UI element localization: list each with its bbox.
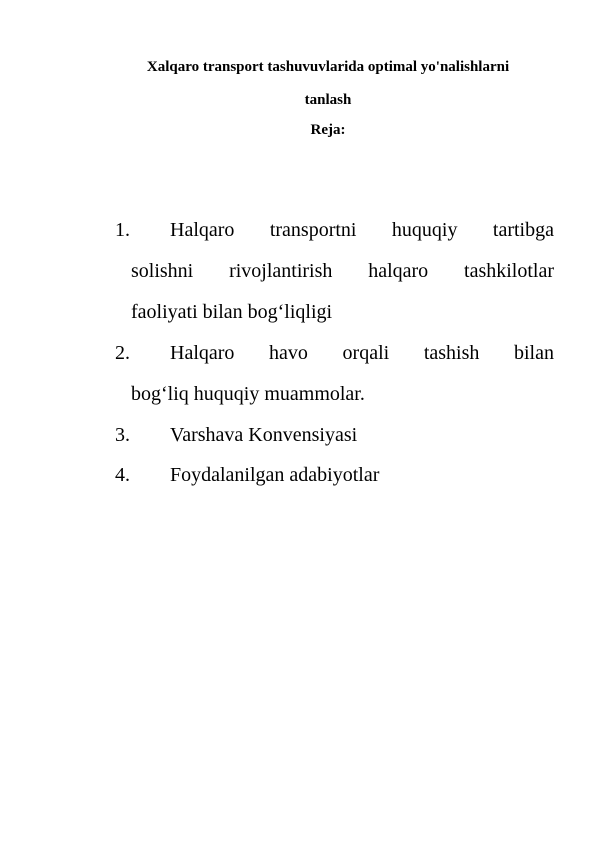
plan-item-number: 4. bbox=[115, 464, 130, 486]
plan-item-text-line: bog‘liq huquqiy muammolar. bbox=[131, 383, 365, 405]
document-title-line-2: tanlash bbox=[304, 92, 352, 108]
plan-item-text-line: faoliyati bilan bog‘liqligi bbox=[131, 301, 333, 323]
plan-item-text-line: Foydalanilgan adabiyotlar bbox=[170, 464, 380, 486]
plan-item-text-line: Halqaro havo orqali tashish bilan bbox=[170, 342, 554, 364]
plan-item-number: 3. bbox=[115, 424, 130, 446]
plan-heading: Reja: bbox=[310, 122, 346, 138]
plan-item-number: 1. bbox=[115, 219, 130, 241]
plan-item-text-line: solishni rivojlantirish halqaro tashkilotlar bbox=[131, 260, 554, 282]
plan-item-text-line: Varshava Konvensiyasi bbox=[170, 424, 358, 446]
plan-item-number: 2. bbox=[115, 342, 130, 364]
plan-item-text-line: Halqaro transportni huquqiy tartibga bbox=[170, 219, 554, 241]
document-title-line-1: Xalqaro transport tashuvuvlarida optimal yo'nalishlarni bbox=[146, 59, 510, 75]
